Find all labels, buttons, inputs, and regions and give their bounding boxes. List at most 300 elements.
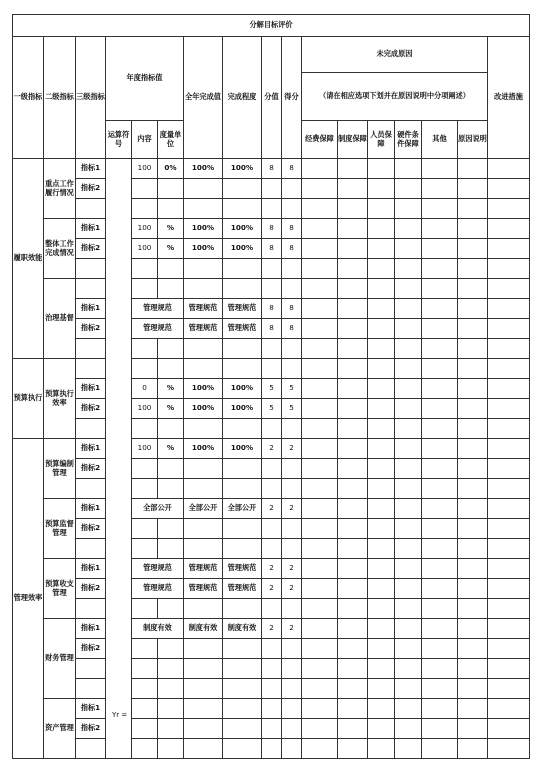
empty-cell — [302, 199, 338, 219]
empty-cell — [458, 339, 488, 359]
empty-cell — [282, 479, 302, 499]
unit-cell: 0% — [158, 159, 184, 179]
header-score: 分值 — [262, 37, 282, 159]
empty-cell — [223, 259, 262, 279]
empty-cell — [76, 359, 106, 379]
completion-cell: 管理规范 — [223, 579, 262, 599]
full-year-cell: 100% — [184, 219, 223, 239]
full-year-cell: 制度有效 — [184, 619, 223, 639]
header-level3: 三级指标 — [76, 37, 106, 159]
completion-cell: 管理规范 — [223, 559, 262, 579]
empty-cell — [158, 279, 184, 299]
indicator-cell: 指标1 — [76, 379, 106, 399]
empty-cell — [262, 259, 282, 279]
empty-cell — [368, 179, 395, 199]
header-level1: 一级指标 — [13, 37, 44, 159]
level2-budget-preparation: 预算编制管理 — [44, 439, 76, 499]
empty-cell — [132, 359, 158, 379]
empty-cell — [76, 599, 106, 619]
empty-cell — [223, 279, 262, 299]
empty-cell — [132, 459, 158, 479]
header-reason-funding: 经费保障 — [302, 121, 338, 159]
unit-cell: % — [158, 379, 184, 399]
empty-cell — [302, 479, 338, 499]
full-year-cell: 100% — [184, 159, 223, 179]
completion-cell: 100% — [223, 379, 262, 399]
content-cell: 100 — [132, 439, 158, 459]
empty-cell — [282, 179, 302, 199]
empty-cell — [184, 599, 223, 619]
header-obtained: 得分 — [282, 37, 302, 159]
empty-cell — [302, 399, 338, 419]
unit-cell: % — [158, 439, 184, 459]
score-cell: 2 — [262, 439, 282, 459]
content-cell: 管理规范 — [132, 319, 184, 339]
empty-cell — [395, 339, 422, 359]
empty-cell — [488, 699, 530, 719]
empty-cell — [488, 679, 530, 699]
empty-cell — [488, 159, 530, 179]
empty-cell — [422, 539, 458, 559]
header-reason-system: 制度保障 — [338, 121, 368, 159]
empty-cell — [76, 479, 106, 499]
empty-cell — [422, 639, 458, 659]
indicator-cell: 指标1 — [76, 619, 106, 639]
empty-cell — [158, 599, 184, 619]
empty-cell — [458, 299, 488, 319]
empty-cell — [302, 239, 338, 259]
empty-cell — [458, 419, 488, 439]
empty-cell — [458, 179, 488, 199]
completion-cell: 制度有效 — [223, 619, 262, 639]
empty-cell — [458, 159, 488, 179]
empty-cell — [302, 719, 338, 739]
empty-cell — [395, 459, 422, 479]
empty-cell — [132, 279, 158, 299]
empty-cell — [223, 199, 262, 219]
empty-cell — [488, 719, 530, 739]
header-reason-other: 其他 — [422, 121, 458, 159]
empty-cell — [302, 279, 338, 299]
empty-cell — [458, 379, 488, 399]
empty-cell — [488, 479, 530, 499]
full-year-cell: 管理规范 — [184, 559, 223, 579]
empty-cell — [458, 279, 488, 299]
empty-cell — [338, 619, 368, 639]
full-year-cell: 100% — [184, 239, 223, 259]
empty-cell — [338, 279, 368, 299]
header-unfinished-note: （请在相应选项下划并在原因说明中分项阐述） — [302, 73, 488, 121]
empty-cell — [458, 719, 488, 739]
empty-cell — [458, 439, 488, 459]
empty-cell — [458, 559, 488, 579]
obtained-cell: 2 — [282, 499, 302, 519]
empty-cell — [282, 279, 302, 299]
empty-cell — [158, 259, 184, 279]
header-improve: 改进措施 — [488, 37, 530, 159]
empty-cell — [422, 159, 458, 179]
empty-cell — [338, 219, 368, 239]
empty-cell — [223, 539, 262, 559]
empty-cell — [223, 719, 262, 739]
empty-cell — [458, 639, 488, 659]
content-cell: 管理规范 — [132, 579, 184, 599]
empty-cell — [488, 339, 530, 359]
empty-cell — [338, 299, 368, 319]
empty-cell — [338, 379, 368, 399]
empty-cell — [488, 259, 530, 279]
level2-governance: 治理基督 — [44, 279, 76, 359]
empty-cell — [458, 599, 488, 619]
empty-cell — [184, 419, 223, 439]
completion-cell: 100% — [223, 159, 262, 179]
empty-cell — [368, 559, 395, 579]
empty-cell — [368, 319, 395, 339]
full-year-cell: 100% — [184, 399, 223, 419]
empty-cell — [262, 419, 282, 439]
empty-cell — [458, 579, 488, 599]
empty-cell — [282, 539, 302, 559]
empty-cell — [458, 619, 488, 639]
empty-cell — [488, 239, 530, 259]
score-cell: 8 — [262, 239, 282, 259]
score-cell: 2 — [262, 619, 282, 639]
empty-cell — [395, 479, 422, 499]
indicator-cell: 指标2 — [76, 639, 106, 659]
header-annual-target: 年度指标值 — [106, 37, 184, 121]
empty-cell — [338, 199, 368, 219]
empty-cell — [422, 359, 458, 379]
score-cell: 8 — [262, 319, 282, 339]
empty-cell — [302, 619, 338, 639]
obtained-cell: 2 — [282, 439, 302, 459]
completion-cell: 100% — [223, 439, 262, 459]
empty-cell — [422, 299, 458, 319]
empty-cell — [338, 179, 368, 199]
empty-cell — [395, 319, 422, 339]
empty-cell — [302, 599, 338, 619]
empty-cell — [302, 339, 338, 359]
empty-cell — [368, 679, 395, 699]
empty-cell — [422, 619, 458, 639]
empty-cell — [395, 159, 422, 179]
content-cell: 100 — [132, 159, 158, 179]
empty-cell — [422, 399, 458, 419]
empty-cell — [302, 579, 338, 599]
empty-cell — [488, 379, 530, 399]
indicator-cell: 指标1 — [76, 159, 106, 179]
empty-cell — [338, 499, 368, 519]
empty-cell — [395, 519, 422, 539]
obtained-cell: 8 — [282, 299, 302, 319]
header-full-year: 全年完成值 — [184, 37, 223, 159]
empty-cell — [458, 499, 488, 519]
empty-cell — [338, 439, 368, 459]
empty-cell — [488, 619, 530, 639]
empty-cell — [132, 699, 158, 719]
score-cell: 2 — [262, 579, 282, 599]
empty-cell — [338, 639, 368, 659]
empty-cell — [282, 719, 302, 739]
empty-cell — [395, 599, 422, 619]
empty-cell — [422, 239, 458, 259]
empty-cell — [262, 459, 282, 479]
score-cell: 8 — [262, 299, 282, 319]
empty-cell — [458, 679, 488, 699]
empty-cell — [488, 199, 530, 219]
full-year-cell: 管理规范 — [184, 299, 223, 319]
empty-cell — [368, 639, 395, 659]
empty-cell — [458, 659, 488, 679]
obtained-cell: 2 — [282, 619, 302, 639]
completion-cell: 管理规范 — [223, 299, 262, 319]
empty-cell — [338, 559, 368, 579]
empty-cell — [184, 659, 223, 679]
empty-cell — [184, 719, 223, 739]
completion-cell: 100% — [223, 219, 262, 239]
empty-cell — [368, 699, 395, 719]
empty-cell — [395, 539, 422, 559]
empty-cell — [422, 579, 458, 599]
empty-cell — [368, 499, 395, 519]
empty-cell — [488, 439, 530, 459]
empty-cell — [458, 699, 488, 719]
empty-cell — [422, 199, 458, 219]
empty-cell — [422, 319, 458, 339]
empty-cell — [458, 539, 488, 559]
indicator-cell: 指标2 — [76, 719, 106, 739]
obtained-cell: 8 — [282, 319, 302, 339]
score-cell: 5 — [262, 399, 282, 419]
score-cell: 8 — [262, 159, 282, 179]
empty-cell — [76, 679, 106, 699]
empty-cell — [282, 199, 302, 219]
empty-cell — [488, 219, 530, 239]
empty-cell — [184, 639, 223, 659]
empty-cell — [422, 699, 458, 719]
completion-cell: 100% — [223, 399, 262, 419]
operator-column — [106, 159, 132, 759]
empty-cell — [368, 579, 395, 599]
empty-cell — [158, 519, 184, 539]
empty-cell — [395, 419, 422, 439]
empty-cell — [302, 359, 338, 379]
empty-cell — [368, 599, 395, 619]
empty-cell — [368, 299, 395, 319]
empty-cell — [368, 439, 395, 459]
empty-cell — [302, 679, 338, 699]
empty-cell — [132, 719, 158, 739]
empty-cell — [338, 719, 368, 739]
empty-cell — [262, 179, 282, 199]
empty-cell — [395, 359, 422, 379]
evaluation-table — [12, 14, 530, 759]
empty-cell — [338, 359, 368, 379]
empty-cell — [302, 379, 338, 399]
empty-cell — [184, 359, 223, 379]
empty-cell — [302, 319, 338, 339]
empty-cell — [76, 419, 106, 439]
empty-cell — [223, 639, 262, 659]
level2-budget-efficiency: 预算执行效率 — [44, 359, 76, 439]
empty-cell — [338, 259, 368, 279]
empty-cell — [395, 399, 422, 419]
header-unfinished: 未完成原因 — [302, 37, 488, 73]
level2-key-work: 重点工作履行情况 — [44, 159, 76, 219]
empty-cell — [132, 519, 158, 539]
header-content: 内容 — [132, 121, 158, 159]
empty-cell — [184, 199, 223, 219]
header-completion: 完成程度 — [223, 37, 262, 159]
empty-cell — [458, 399, 488, 419]
empty-cell — [338, 579, 368, 599]
empty-cell — [368, 419, 395, 439]
empty-cell — [282, 599, 302, 619]
indicator-cell: 指标1 — [76, 439, 106, 459]
empty-cell — [262, 539, 282, 559]
obtained-cell: 8 — [282, 219, 302, 239]
level2-budget-supervision: 预算监督管理 — [44, 499, 76, 559]
empty-cell — [184, 699, 223, 719]
empty-cell — [338, 159, 368, 179]
indicator-cell: 指标2 — [76, 319, 106, 339]
empty-cell — [302, 179, 338, 199]
empty-cell — [302, 259, 338, 279]
empty-cell — [458, 319, 488, 339]
empty-cell — [158, 639, 184, 659]
empty-cell — [338, 539, 368, 559]
empty-cell — [132, 599, 158, 619]
indicator-cell: 指标1 — [76, 499, 106, 519]
score-cell: 2 — [262, 499, 282, 519]
empty-cell — [223, 519, 262, 539]
obtained-cell: 8 — [282, 159, 302, 179]
full-year-cell: 100% — [184, 379, 223, 399]
level2-overall-work: 整体工作完成情况 — [44, 219, 76, 279]
empty-cell — [302, 219, 338, 239]
empty-cell — [132, 339, 158, 359]
empty-cell — [76, 539, 106, 559]
empty-cell — [422, 499, 458, 519]
completion-cell: 管理规范 — [223, 319, 262, 339]
empty-cell — [282, 679, 302, 699]
empty-cell — [338, 399, 368, 419]
completion-cell: 全部公开 — [223, 499, 262, 519]
empty-cell — [262, 359, 282, 379]
empty-cell — [132, 639, 158, 659]
empty-cell — [422, 419, 458, 439]
content-cell: 制度有效 — [132, 619, 184, 639]
empty-cell — [488, 579, 530, 599]
obtained-cell: 8 — [282, 239, 302, 259]
empty-cell — [338, 599, 368, 619]
empty-cell — [422, 719, 458, 739]
empty-cell — [76, 199, 106, 219]
empty-cell — [338, 519, 368, 539]
empty-cell — [368, 159, 395, 179]
empty-cell — [458, 459, 488, 479]
empty-cell — [262, 699, 282, 719]
empty-cell — [458, 479, 488, 499]
empty-cell — [262, 199, 282, 219]
empty-cell — [488, 519, 530, 539]
empty-cell — [368, 279, 395, 299]
empty-cell — [368, 539, 395, 559]
empty-cell — [395, 559, 422, 579]
empty-cell — [184, 339, 223, 359]
handwritten-mark: Yr = — [112, 711, 128, 719]
indicator-cell: 指标1 — [76, 559, 106, 579]
empty-cell — [338, 479, 368, 499]
empty-cell — [422, 379, 458, 399]
content-cell: 管理规范 — [132, 299, 184, 319]
empty-cell — [158, 659, 184, 679]
header-reason-hardware: 硬件条件保障 — [395, 121, 422, 159]
empty-cell — [422, 599, 458, 619]
empty-cell — [368, 339, 395, 359]
level1-performance: 履职效能 — [13, 159, 44, 359]
empty-cell — [158, 419, 184, 439]
empty-cell — [338, 699, 368, 719]
empty-cell — [422, 519, 458, 539]
content-cell: 全部公开 — [132, 499, 184, 519]
content-cell: 100 — [132, 219, 158, 239]
empty-cell — [395, 199, 422, 219]
header-reason-staff: 人员保障 — [368, 121, 395, 159]
empty-cell — [223, 339, 262, 359]
empty-cell — [132, 659, 158, 679]
empty-cell — [368, 719, 395, 739]
empty-cell — [338, 319, 368, 339]
empty-cell — [395, 679, 422, 699]
empty-cell — [158, 719, 184, 739]
empty-cell — [395, 279, 422, 299]
empty-cell — [282, 359, 302, 379]
obtained-cell: 5 — [282, 379, 302, 399]
empty-cell — [422, 559, 458, 579]
empty-cell — [76, 659, 106, 679]
empty-cell — [158, 359, 184, 379]
empty-cell — [282, 419, 302, 439]
empty-cell — [132, 679, 158, 699]
empty-cell — [262, 639, 282, 659]
empty-cell — [488, 499, 530, 519]
empty-cell — [262, 479, 282, 499]
empty-cell — [488, 459, 530, 479]
empty-cell — [282, 339, 302, 359]
empty-cell — [262, 659, 282, 679]
empty-cell — [302, 559, 338, 579]
empty-cell — [422, 179, 458, 199]
empty-cell — [422, 679, 458, 699]
full-year-cell: 管理规范 — [184, 579, 223, 599]
empty-cell — [395, 699, 422, 719]
empty-cell — [368, 519, 395, 539]
score-cell: 5 — [262, 379, 282, 399]
empty-cell — [262, 519, 282, 539]
empty-cell — [158, 479, 184, 499]
content-cell: 100 — [132, 239, 158, 259]
level1-management-efficiency: 管理效率 — [13, 439, 44, 759]
obtained-cell: 5 — [282, 399, 302, 419]
empty-cell — [395, 239, 422, 259]
indicator-cell: 指标1 — [76, 219, 106, 239]
empty-cell — [132, 259, 158, 279]
empty-cell — [368, 659, 395, 679]
header-operator: 运算符号 — [106, 121, 132, 159]
empty-cell — [422, 439, 458, 459]
empty-cell — [282, 259, 302, 279]
